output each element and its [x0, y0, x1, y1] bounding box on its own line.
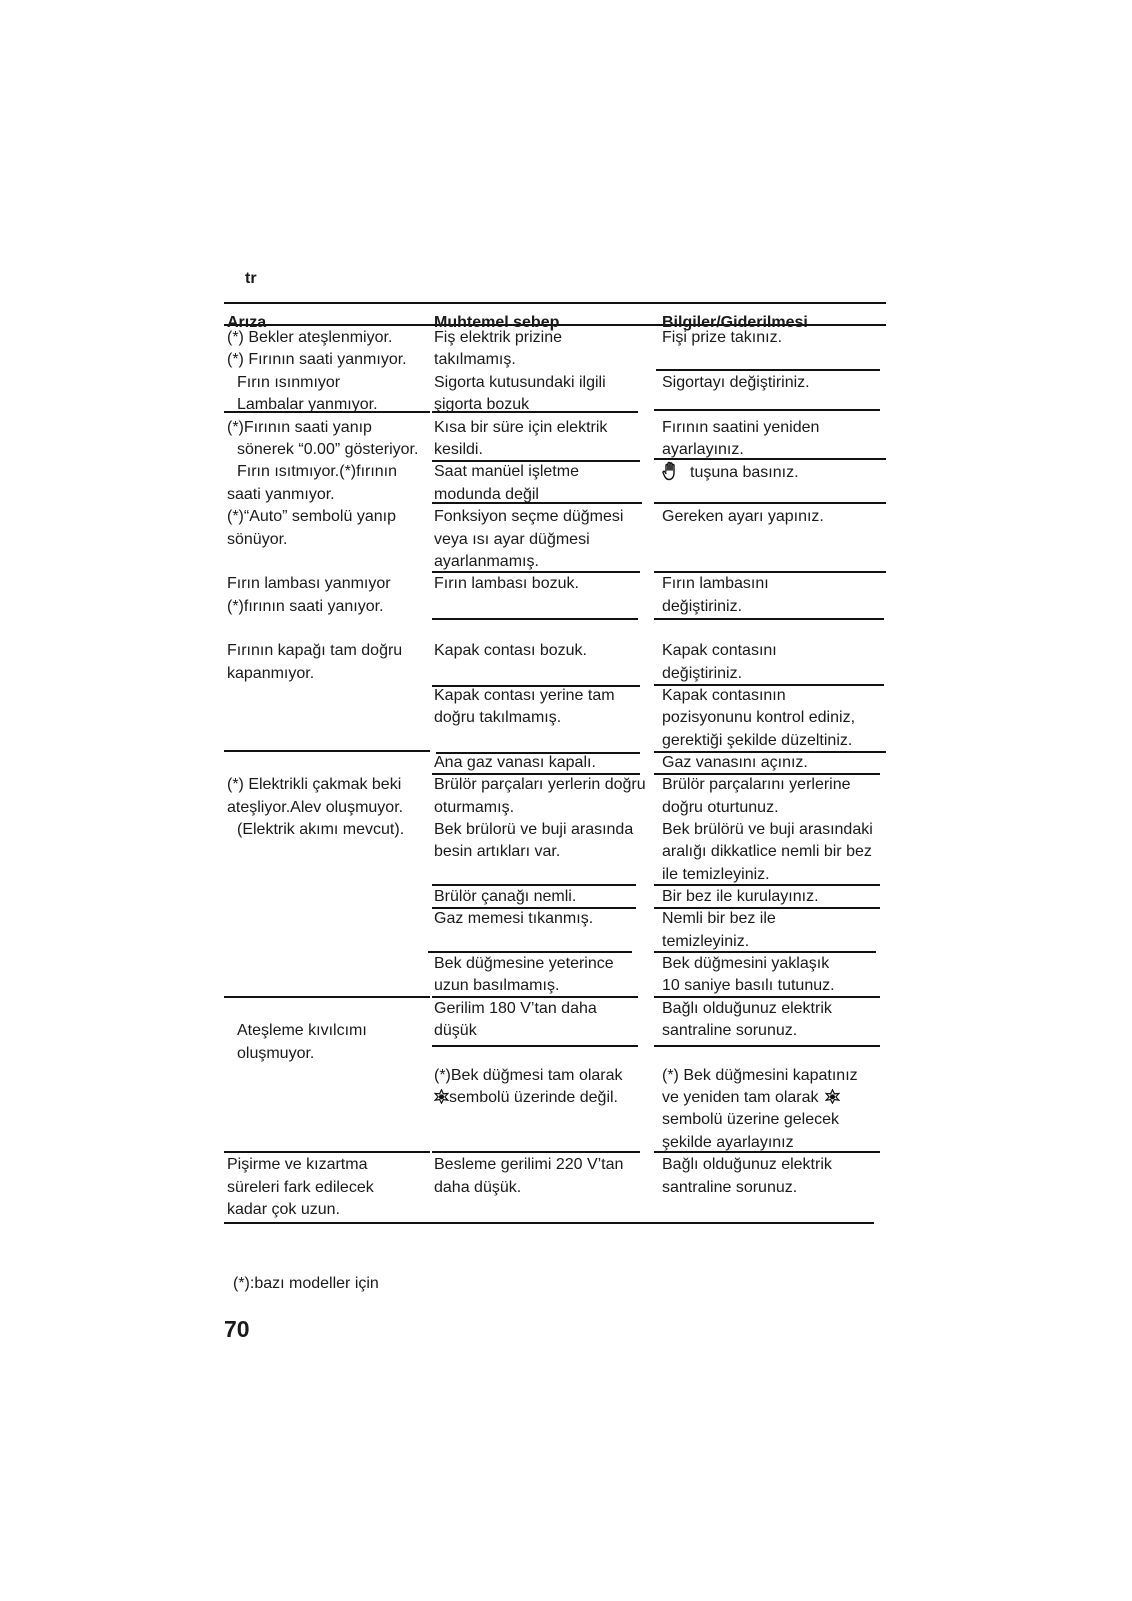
fault-line: Fırın ısınmıyor — [237, 374, 341, 391]
cause-line: Ana gaz vanası kapalı. — [434, 754, 596, 771]
row-rule — [432, 1151, 640, 1153]
fault-line: Fırın ısıtmıyor.(*)fırının — [237, 463, 398, 480]
cause-line-with-icon — [434, 1087, 618, 1110]
fault-line: oluşmuyor. — [237, 1045, 315, 1062]
cause-line: Sigorta kutusundaki ilgili — [434, 374, 606, 391]
header-remedy: Bilgiler/Giderilmesi — [662, 314, 808, 331]
remedy-line: Sigortayı değiştiriniz. — [662, 374, 810, 391]
language-tag: tr — [245, 270, 257, 287]
fault-line: (Elektrik akımı mevcut). — [237, 821, 405, 838]
row-rule — [224, 1151, 430, 1153]
page-number: 70 — [224, 1316, 250, 1342]
remedy-line: Fişi prize takınız. — [662, 329, 783, 346]
cause-line: kesildi. — [434, 441, 483, 458]
cause-line: ayarlanmamış. — [434, 553, 539, 570]
cause-line: Brülör parçaları yerlerin doğru — [434, 776, 646, 793]
remedy-line: ve yeniden tam olarak — [662, 1089, 819, 1106]
remedy-line: Gaz vanasını açınız. — [662, 754, 808, 771]
remedy-line: Fırının saatini yeniden — [662, 419, 820, 436]
row-rule — [654, 907, 880, 909]
cause-line: veya ısı ayar düğmesi — [434, 531, 590, 548]
remedy-line: temizleyiniz. — [662, 933, 750, 950]
fault-line: (*) Bekler ateşlenmiyor. — [227, 329, 393, 346]
remedy-line: Nemli bir bez ile — [662, 910, 776, 927]
fault-line: süreleri fark edilecek — [227, 1179, 374, 1196]
cause-line: Fırın lambası bozuk. — [434, 575, 579, 592]
remedy-line: Bek brülörü ve buji arasındaki — [662, 821, 873, 838]
row-rule — [654, 773, 880, 775]
remedy-line: Fırın lambasını — [662, 575, 769, 592]
remedy-line: 10 saniye basılı tutunuz. — [662, 977, 835, 994]
row-rule — [654, 751, 886, 753]
fault-line: Lambalar yanmıyor. — [237, 396, 378, 413]
row-rule — [432, 1045, 638, 1047]
fault-line: kadar çok uzun. — [227, 1201, 340, 1218]
header-fault: Arıza — [227, 314, 267, 331]
cause-line: (*)Bek düğmesi tam olarak — [434, 1067, 623, 1084]
remedy-line: aralığı dikkatlice nemli bir bez — [662, 843, 872, 860]
row-rule — [432, 618, 638, 620]
fault-line: (*)fırının saati yanıyor. — [227, 598, 384, 615]
row-rule — [654, 1045, 880, 1047]
cause-line: Kısa bir süre için elektrik — [434, 419, 608, 436]
remedy-line: Bağlı olduğunuz elektrik — [662, 1000, 832, 1017]
fault-line: Ateşleme kıvılcımı — [237, 1022, 367, 1039]
remedy-line: sembolü üzerine gelecek — [662, 1111, 839, 1128]
cause-line: Kapak contası bozuk. — [434, 642, 587, 659]
remedy-line: Bek düğmesini yaklaşık — [662, 955, 830, 972]
remedy-line: ayarlayınız. — [662, 441, 744, 458]
hand-icon — [662, 461, 678, 481]
cause-line: sembolü üzerinde değil. — [449, 1089, 618, 1106]
footnote: (*):bazı modeller için — [233, 1275, 379, 1292]
cause-line: şigorta bozuk — [434, 396, 530, 413]
row-rule — [654, 1151, 880, 1153]
remedy-line-with-icon — [662, 1087, 840, 1110]
remedy-line: ile temizleyiniz. — [662, 866, 770, 883]
cause-line: uzun basılmamış. — [434, 977, 560, 994]
burner-flame-icon — [434, 1089, 449, 1104]
fault-line: Fırın lambası yanmıyor — [227, 575, 391, 592]
remedy-line: pozisyonunu kontrol ediniz, — [662, 709, 856, 726]
remedy-line: değiştiriniz. — [662, 598, 743, 615]
row-rule — [654, 458, 886, 460]
fault-line: (*) Fırının saati yanmıyor. — [227, 351, 407, 368]
fault-line: kapanmıyor. — [227, 665, 315, 682]
remedy-line: santraline sorunuz. — [662, 1022, 798, 1039]
remedy-line: doğru oturtunuz. — [662, 799, 779, 816]
fault-line: sönerek “0.00” gösteriyor. — [237, 441, 419, 458]
remedy-line: tuşuna basınız. — [690, 464, 799, 481]
cause-line: Kapak contası yerine tam — [434, 687, 615, 704]
burner-flame-icon — [825, 1089, 840, 1104]
fault-line: Pişirme ve kızartma — [227, 1156, 368, 1173]
cause-line: Gaz memesi tıkanmış. — [434, 910, 594, 927]
row-rule — [654, 409, 880, 411]
table-top-rule — [224, 302, 886, 304]
cause-line: Fonksiyon seçme düğmesi — [434, 508, 624, 525]
row-rule — [432, 996, 638, 998]
fault-line: sönüyor. — [227, 531, 288, 548]
table-bottom-rule — [224, 1222, 874, 1224]
cause-line: Gerilim 180 V’tan daha — [434, 1000, 597, 1017]
remedy-line: Gereken ayarı yapınız. — [662, 508, 824, 525]
fault-line: ateşliyor.Alev oluşmuyor. — [227, 799, 404, 816]
row-rule — [432, 907, 636, 909]
cause-line: Besleme gerilimi 220 V’tan — [434, 1156, 624, 1173]
cause-line: Brülör çanağı nemli. — [434, 888, 577, 905]
row-rule — [428, 951, 632, 953]
remedy-line: santraline sorunuz. — [662, 1179, 798, 1196]
row-rule — [432, 773, 640, 775]
row-rule — [654, 951, 876, 953]
remedy-line: (*) Bek düğmesini kapatınız — [662, 1067, 858, 1084]
row-rule — [654, 618, 884, 620]
row-rule — [656, 369, 880, 371]
header-cause: Muhtemel sebep — [434, 314, 560, 331]
fault-line: (*)“Auto” sembolü yanıp — [227, 508, 396, 525]
remedy-line: değiştiriniz. — [662, 665, 743, 682]
row-rule — [224, 750, 430, 752]
cause-line: besin artıkları var. — [434, 843, 561, 860]
remedy-line: Bağlı olduğunuz elektrik — [662, 1156, 832, 1173]
row-rule — [654, 571, 886, 573]
cause-line: Saat manüel işletme — [434, 463, 579, 480]
row-rule — [654, 684, 884, 686]
row-rule — [654, 502, 886, 504]
remedy-line: Bir bez ile kurulayınız. — [662, 888, 819, 905]
fault-line: Fırının kapağı tam doğru — [227, 642, 403, 659]
cause-line: modunda değil — [434, 486, 539, 503]
fault-line: (*)Fırının saati yanıp — [227, 419, 372, 436]
row-rule — [432, 460, 640, 462]
cause-line: Bek brülorü ve buji arasında — [434, 821, 634, 838]
row-rule — [432, 571, 640, 573]
row-rule — [432, 411, 638, 413]
fault-line: (*) Elektrikli çakmak beki — [227, 776, 402, 793]
remedy-line: Brülör parçalarını yerlerine — [662, 776, 851, 793]
cause-line: takılmamış. — [434, 351, 516, 368]
row-rule — [436, 752, 640, 754]
row-rule — [224, 411, 430, 413]
cause-line: Bek düğmesine yeterince — [434, 955, 614, 972]
fault-line: saati yanmıyor. — [227, 486, 335, 503]
row-rule — [654, 884, 880, 886]
cause-line: Fiş elektrik prizine — [434, 329, 563, 346]
cause-line: oturmamış. — [434, 799, 515, 816]
remedy-line: Kapak contasını — [662, 642, 777, 659]
cause-line: daha düşük. — [434, 1179, 522, 1196]
remedy-line-with-icon — [662, 461, 799, 485]
cause-line: doğru takılmamış. — [434, 709, 562, 726]
row-rule — [224, 996, 430, 998]
remedy-line: Kapak contasının — [662, 687, 786, 704]
row-rule — [432, 502, 642, 504]
remedy-line: gerektiği şekilde düzeltiniz. — [662, 732, 853, 749]
row-rule — [432, 884, 636, 886]
remedy-line: şekilde ayarlayınız — [662, 1134, 794, 1151]
row-rule — [654, 996, 880, 998]
cause-line: düşük — [434, 1022, 477, 1039]
row-rule — [432, 685, 640, 687]
